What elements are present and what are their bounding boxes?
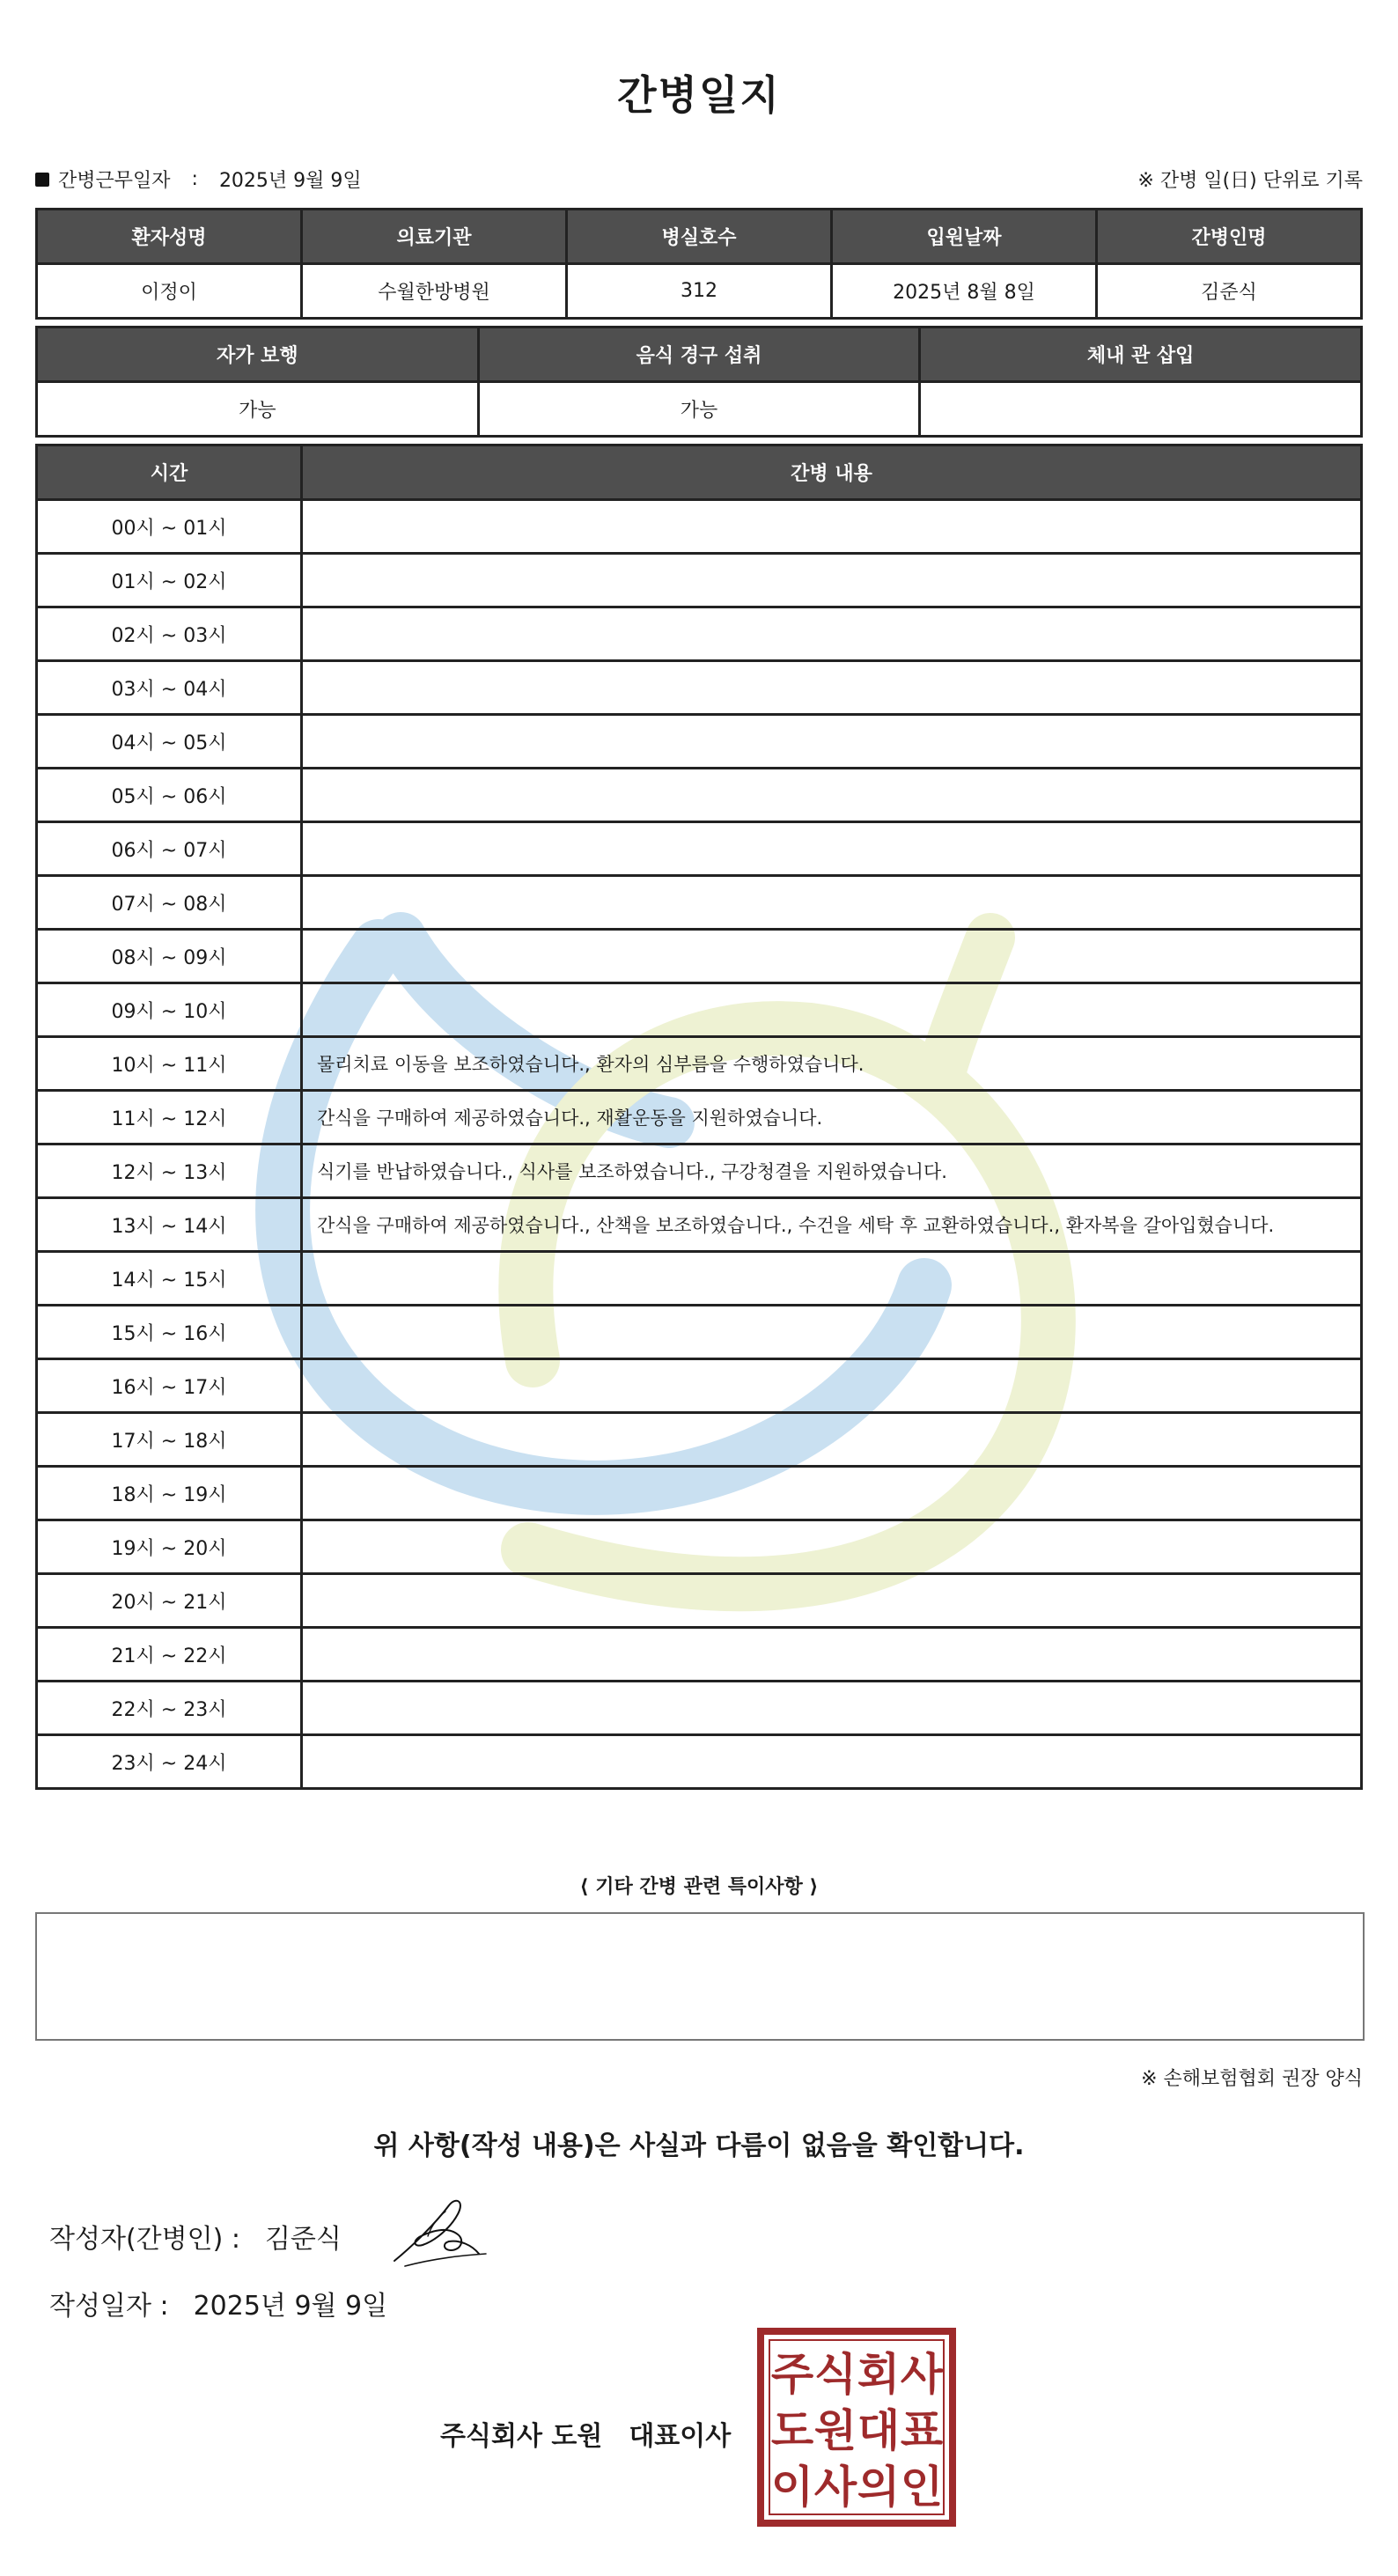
care-log-table <box>35 444 1363 1790</box>
table-row <box>37 1037 1362 1091</box>
care-content <box>302 715 1362 769</box>
table-row <box>37 715 1362 769</box>
seal-character: 사 <box>900 2349 944 2400</box>
table-row <box>37 1198 1362 1252</box>
time-slot: 18시 ~ 19시 <box>37 1467 302 1520</box>
written-date-label: 작성일자 : <box>49 2291 169 2322</box>
care-content <box>302 930 1362 983</box>
header-hospital: 의료기관 <box>302 210 567 264</box>
seal-character: 대 <box>857 2405 901 2456</box>
time-slot: 06시 ~ 07시 <box>37 822 302 876</box>
writer-label: 작성자(간병인) : <box>49 2224 240 2255</box>
seal-character: 주 <box>770 2349 814 2400</box>
time-slot: 16시 ~ 17시 <box>37 1359 302 1413</box>
care-content <box>302 661 1362 715</box>
recommend-note: ※ 손해보험협회 권장 양식 <box>1141 2068 1363 2090</box>
time-slot: 22시 ~ 23시 <box>37 1682 302 1735</box>
hospital-name: 수월한방병원 <box>302 264 567 319</box>
admission-date: 2025년 8월 8일 <box>832 264 1097 319</box>
written-date-line <box>49 2284 387 2322</box>
time-slot: 07시 ~ 08시 <box>37 876 302 930</box>
table-row <box>37 1359 1362 1413</box>
time-slot: 20시 ~ 21시 <box>37 1574 302 1628</box>
time-slot: 14시 ~ 15시 <box>37 1252 302 1306</box>
header-oral-intake: 음식 경구 섭취 <box>478 328 920 382</box>
care-content <box>302 1682 1362 1735</box>
confirmation-statement: 위 사항(작성 내용)은 사실과 다름이 없음을 확인합니다. <box>373 2131 1025 2161</box>
care-content <box>302 822 1362 876</box>
seal-character: 사 <box>813 2462 857 2513</box>
patient-status-table <box>35 326 1363 438</box>
square-bullet-icon <box>35 173 49 187</box>
time-slot: 03시 ~ 04시 <box>37 661 302 715</box>
header-care-content: 간병 내용 <box>302 445 1362 500</box>
care-content <box>302 1520 1362 1574</box>
room-number: 312 <box>567 264 832 319</box>
header-patient-name: 환자성명 <box>37 210 302 264</box>
work-date-value: 2025년 9월 9일 <box>218 170 362 192</box>
table-row <box>37 1520 1362 1574</box>
table-row <box>37 930 1362 983</box>
table-row <box>37 983 1362 1037</box>
care-content <box>302 769 1362 822</box>
time-slot: 19시 ~ 20시 <box>37 1520 302 1574</box>
document-title: 간병일지 <box>617 71 781 119</box>
table-row <box>37 876 1362 930</box>
self-walking-value: 가능 <box>37 382 479 437</box>
care-content <box>302 1413 1362 1467</box>
care-content <box>302 1628 1362 1682</box>
unit-note: ※ 간병 일(日) 단위로 기록 <box>1137 170 1363 192</box>
care-content <box>302 1359 1362 1413</box>
time-slot: 17시 ~ 18시 <box>37 1413 302 1467</box>
table-row <box>37 1091 1362 1144</box>
writer-line <box>49 2217 342 2256</box>
time-slot: 12시 ~ 13시 <box>37 1144 302 1198</box>
patient-name: 이정이 <box>37 264 302 319</box>
table-row <box>37 554 1362 607</box>
work-date-label: 간병근무일자 <box>58 170 171 192</box>
time-slot: 23시 ~ 24시 <box>37 1735 302 1789</box>
table-header-row <box>37 445 1362 500</box>
rep-title: 대표이사 <box>629 2421 732 2452</box>
care-content <box>302 554 1362 607</box>
separator: : <box>191 168 198 190</box>
time-slot: 21시 ~ 22시 <box>37 1628 302 1682</box>
seal-character: 이 <box>770 2462 814 2513</box>
seal-character: 원 <box>813 2405 857 2456</box>
seal-character: 식 <box>813 2349 857 2400</box>
caregiver-name: 김준식 <box>1097 264 1362 319</box>
company-name: 주식회사 도원 <box>440 2421 603 2452</box>
care-content <box>302 983 1362 1037</box>
care-content <box>302 500 1362 554</box>
time-slot: 00시 ~ 01시 <box>37 500 302 554</box>
table-row <box>37 1682 1362 1735</box>
table-row <box>37 661 1362 715</box>
header-caregiver-name: 간병인명 <box>1097 210 1362 264</box>
table-row <box>37 1252 1362 1306</box>
table-header-row <box>37 328 1362 382</box>
care-content: 식기를 반납하였습니다., 식사를 보조하였습니다., 구강청결을 지원하였습니다. <box>302 1144 1362 1198</box>
time-slot: 02시 ~ 03시 <box>37 607 302 661</box>
written-date-value: 2025년 9월 9일 <box>193 2291 388 2322</box>
header-tube-insertion: 체내 관 삽입 <box>920 328 1362 382</box>
company-seal-stamp <box>757 2328 956 2527</box>
table-row <box>37 1306 1362 1359</box>
care-content <box>302 607 1362 661</box>
notes-title: ⟨ 기타 간병 관련 특이사항 ⟩ <box>579 1876 819 1898</box>
care-content: 물리치료 이동을 보조하였습니다., 환자의 심부름을 수행하였습니다. <box>302 1037 1362 1091</box>
time-slot: 10시 ~ 11시 <box>37 1037 302 1091</box>
seal-character: 의 <box>857 2462 901 2513</box>
company-line <box>440 2414 731 2453</box>
table-row <box>37 1467 1362 1520</box>
header-admission-date: 입원날짜 <box>832 210 1097 264</box>
seal-character: 회 <box>857 2349 901 2400</box>
patient-info-table <box>35 208 1363 320</box>
meta-row <box>35 166 1363 194</box>
care-content <box>302 876 1362 930</box>
table-row <box>37 500 1362 554</box>
care-content: 간식을 구매하여 제공하였습니다., 산책을 보조하였습니다., 수건을 세탁 후 교환하였습니다., 환자복을 갈아입혔습니다. <box>302 1198 1362 1252</box>
table-header-row <box>37 210 1362 264</box>
writer-name: 김준식 <box>264 2224 342 2255</box>
time-slot: 11시 ~ 12시 <box>37 1091 302 1144</box>
signature-image <box>387 2192 493 2271</box>
time-slot: 15시 ~ 16시 <box>37 1306 302 1359</box>
table-row <box>37 382 1362 437</box>
table-row <box>37 1413 1362 1467</box>
notes-box <box>35 1912 1365 2041</box>
time-slot: 08시 ~ 09시 <box>37 930 302 983</box>
care-content <box>302 1574 1362 1628</box>
table-row <box>37 769 1362 822</box>
time-slot: 13시 ~ 14시 <box>37 1198 302 1252</box>
table-row <box>37 822 1362 876</box>
time-slot: 05시 ~ 06시 <box>37 769 302 822</box>
table-row <box>37 1735 1362 1789</box>
table-row <box>37 607 1362 661</box>
header-self-walking: 자가 보행 <box>37 328 479 382</box>
seal-character: 표 <box>900 2405 944 2456</box>
table-row <box>37 1628 1362 1682</box>
care-content <box>302 1306 1362 1359</box>
header-room-number: 병실호수 <box>567 210 832 264</box>
oral-intake-value: 가능 <box>478 382 920 437</box>
table-row <box>37 1144 1362 1198</box>
table-row <box>37 264 1362 319</box>
seal-character: 도 <box>770 2405 814 2456</box>
seal-character: 인 <box>900 2462 944 2513</box>
table-row <box>37 1574 1362 1628</box>
time-slot: 09시 ~ 10시 <box>37 983 302 1037</box>
care-content <box>302 1252 1362 1306</box>
care-content: 간식을 구매하여 제공하였습니다., 재활운동을 지원하였습니다. <box>302 1091 1362 1144</box>
time-slot: 04시 ~ 05시 <box>37 715 302 769</box>
time-slot: 01시 ~ 02시 <box>37 554 302 607</box>
tube-insertion-value <box>920 382 1362 437</box>
header-time: 시간 <box>37 445 302 500</box>
care-content <box>302 1735 1362 1789</box>
care-content <box>302 1467 1362 1520</box>
